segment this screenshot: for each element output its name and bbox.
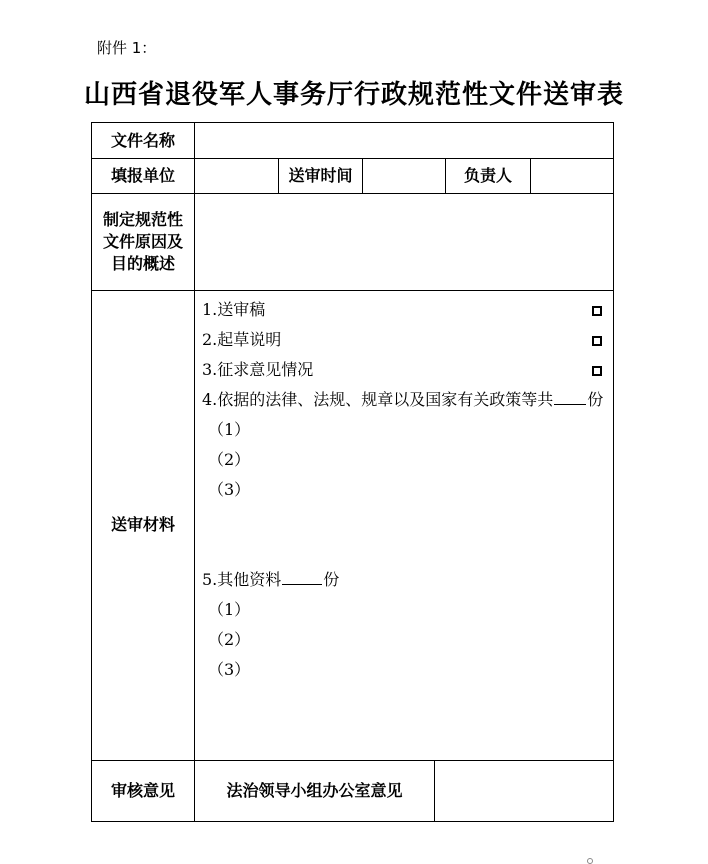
other-materials-text: 5.其他资料 — [202, 570, 282, 589]
legal-basis-sub-item: （3） — [208, 480, 251, 499]
materials-label: 送审材料 — [110, 515, 175, 534]
explanation-checkbox[interactable] — [592, 336, 602, 346]
submit-time-label: 送审时间 — [288, 165, 353, 185]
other-materials-count-blank[interactable] — [282, 570, 322, 585]
other-materials-sub-item: （3） — [208, 660, 251, 679]
other-materials-unit: 份 — [323, 570, 340, 589]
submit-time-field[interactable] — [363, 159, 445, 193]
doc-name-label: 文件名称 — [110, 130, 175, 150]
page-corner-mark — [587, 858, 593, 864]
legal-basis-sub-item: （2） — [208, 450, 251, 469]
legal-basis-count-blank[interactable] — [554, 390, 586, 405]
doc-name-field[interactable] — [195, 123, 613, 158]
material-item-explanation: 2.起草说明 — [202, 330, 282, 349]
legal-office-opinion-field[interactable] — [435, 761, 613, 821]
legal-basis-sub-item: （1） — [208, 420, 251, 439]
reason-label-line: 目的概述 — [110, 253, 175, 273]
person-in-charge-label: 负责人 — [463, 165, 512, 185]
legal-office-opinion-label: 法治领导小组办公室意见 — [226, 780, 403, 800]
legal-basis-unit: 份 — [587, 390, 604, 409]
person-in-charge-field[interactable] — [531, 159, 613, 193]
other-materials-sub-item: （1） — [208, 600, 251, 619]
attachment-label: 附件 1： — [97, 39, 157, 57]
reason-field[interactable] — [195, 194, 613, 290]
material-item-opinions: 3.征求意见情况 — [202, 360, 314, 379]
draft-checkbox[interactable] — [592, 306, 602, 316]
other-materials-sub-item: （2） — [208, 630, 251, 649]
material-item-legal-basis — [202, 390, 603, 410]
reason-label — [92, 193, 194, 290]
review-form-table — [91, 122, 614, 822]
reason-label-line: 制定规范性 — [102, 209, 183, 229]
material-item-other — [202, 570, 339, 590]
reason-label-line: 文件原因及 — [102, 231, 183, 251]
legal-basis-text: 4.依据的法律、法规、规章以及国家有关政策等共 — [202, 390, 554, 409]
unit-field[interactable] — [195, 159, 278, 193]
review-opinion-label: 审核意见 — [110, 780, 175, 800]
opinions-checkbox[interactable] — [592, 366, 602, 376]
unit-label: 填报单位 — [110, 165, 175, 185]
page-title: 山西省退役军人事务厅行政规范性文件送审表 — [83, 80, 624, 110]
material-item-draft: 1.送审稿 — [202, 300, 266, 319]
